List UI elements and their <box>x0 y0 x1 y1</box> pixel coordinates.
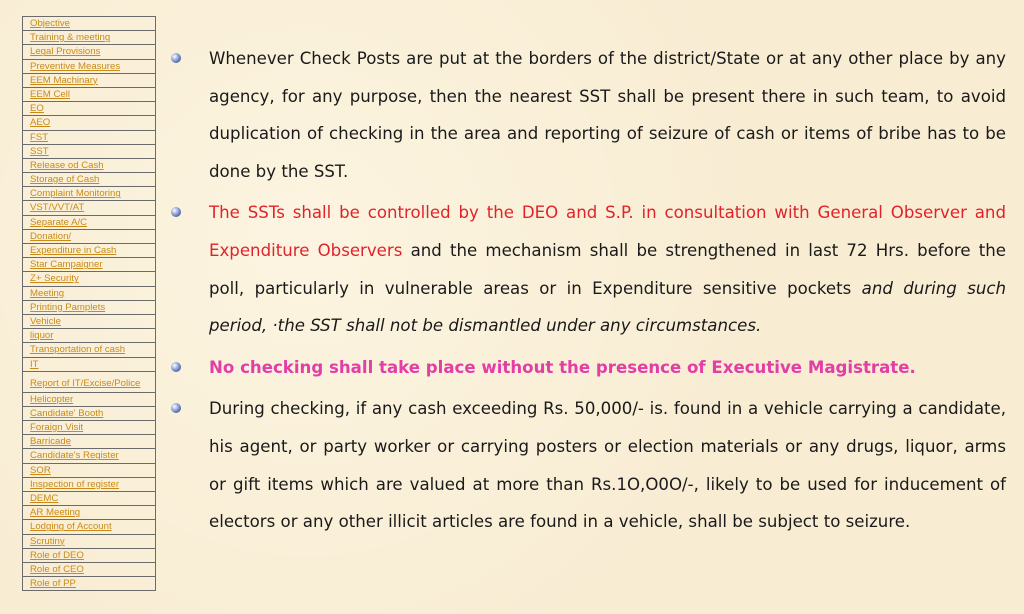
nav-link-ar-meeting[interactable]: AR Meeting <box>23 506 155 520</box>
nav-link-lodging-of-account[interactable]: Lodging of Account <box>23 520 155 534</box>
sst-control-highlight: The SSTs shall be controlled by the DEO and S.P. in consultation with General Observer and Expenditure Observers <box>209 203 1006 260</box>
nav-link-preventive-measures[interactable]: Preventive Measures <box>23 60 155 74</box>
bullet-icon <box>171 362 181 372</box>
bullet-seizure <box>170 390 1006 540</box>
nav-link-objective[interactable]: Objective <box>23 17 155 31</box>
nav-link-vst-vvt-at[interactable]: VST/VVT/AT <box>23 201 155 215</box>
nav-link-star-campaigner[interactable]: Star Campaigner <box>23 258 155 272</box>
navigation-menu <box>22 16 156 591</box>
paragraph-check-posts: Whenever Check Posts are put at the borders of the district/State or at any other place by any agency, for any purpose, then the nearest SST shall be present there in such team, to avoid duplication of checking in the area and reporting of seizure of cash or items of bribe has to be done by the SST. <box>209 49 1006 181</box>
nav-link-role-of-ceo[interactable]: Role of CEO <box>23 563 155 577</box>
nav-link-foraign-visit[interactable]: Foraign Visit <box>23 421 155 435</box>
bullet-icon <box>171 53 181 63</box>
nav-link-printing-pamplets[interactable]: Printing Pamplets <box>23 301 155 315</box>
nav-link-role-of-deo[interactable]: Role of DEO <box>23 549 155 563</box>
nav-link-inspection-of-register[interactable]: Inspection of register <box>23 478 155 492</box>
nav-link-transportation-of-cash[interactable]: Transportation of cash <box>23 343 155 357</box>
nav-link-fst[interactable]: FST <box>23 131 155 145</box>
nav-link-report-of-it-excise-police[interactable]: Report of IT/Excise/Police <box>23 372 155 393</box>
nav-link-legal-provisions[interactable]: Legal Provisions <box>23 45 155 59</box>
nav-link-eem-machinary[interactable]: EEM Machinary <box>23 74 155 88</box>
nav-link-eem-cell[interactable]: EEM Cell <box>23 88 155 102</box>
nav-link-barricade[interactable]: Barricade <box>23 435 155 449</box>
nav-link-sor[interactable]: SOR <box>23 464 155 478</box>
nav-link-complaint-monitoring[interactable]: Complaint Monitoring <box>23 187 155 201</box>
bullet-magistrate <box>170 349 1006 387</box>
nav-link-donation[interactable]: Donation/ <box>23 230 155 244</box>
nav-link-eo[interactable]: EO <box>23 102 155 116</box>
sst-control-text: and the mechanism shall be strengthened in last 72 Hrs. before the poll, particularly in vulnerable areas or in Expenditure sensitive pockets <box>209 240 1006 298</box>
paragraph-seizure: During checking, if any cash exceeding Rs. 50,000/- is. found in a vehicle carrying a candidate, his agent, or party worker or carrying posters or election materials or any drugs, liquor, arms or gift items which are valued at more than Rs.1O,O0O/-, likely to be used for inducement of electors or any other illicit articles are found in a vehicle, shall be subject to seizure. <box>209 399 1006 532</box>
nav-link-candidate-booth[interactable]: Candidate' Booth <box>23 407 155 421</box>
nav-link-release-od-cash[interactable]: Release od Cash <box>23 159 155 173</box>
nav-link-separate-a-c[interactable]: Separate A/C <box>23 216 155 230</box>
bullet-icon <box>171 207 181 217</box>
nav-link-vehicle[interactable]: Vehicle <box>23 315 155 329</box>
nav-link-it[interactable]: IT <box>23 358 155 372</box>
bullet-sst-control <box>170 194 1006 344</box>
bullet-icon <box>171 403 181 413</box>
nav-link-demc[interactable]: DEMC <box>23 492 155 506</box>
paragraph-sst-control <box>209 194 1006 344</box>
slide-content <box>170 40 1006 541</box>
nav-link-z-security[interactable]: Z+ Security <box>23 272 155 286</box>
nav-link-sst[interactable]: SST <box>23 145 155 159</box>
paragraph-magistrate: No checking shall take place without the presence of Executive Magistrate. <box>209 357 916 377</box>
sst-control-italic: and during such period, ·the SST shall not be dismantled under any circumstances. <box>209 278 1006 336</box>
nav-link-candidate-s-register[interactable]: Candidate's Register <box>23 449 155 463</box>
nav-link-aeo[interactable]: AEO <box>23 116 155 130</box>
nav-link-expenditure-in-cash[interactable]: Expenditure in Cash <box>23 244 155 258</box>
nav-link-storage-of-cash[interactable]: Storage of Cash <box>23 173 155 187</box>
bullet-check-posts <box>170 40 1006 190</box>
nav-link-liquor[interactable]: liquor <box>23 329 155 343</box>
nav-link-role-of-pp[interactable]: Role of PP <box>23 577 155 591</box>
nav-link-meeting[interactable]: Meeting <box>23 287 155 301</box>
nav-link-scrutiny[interactable]: Scrutiny <box>23 535 155 549</box>
nav-link-training-meeting[interactable]: Training & meeting <box>23 31 155 45</box>
nav-link-helicopter[interactable]: Helicopter <box>23 393 155 407</box>
